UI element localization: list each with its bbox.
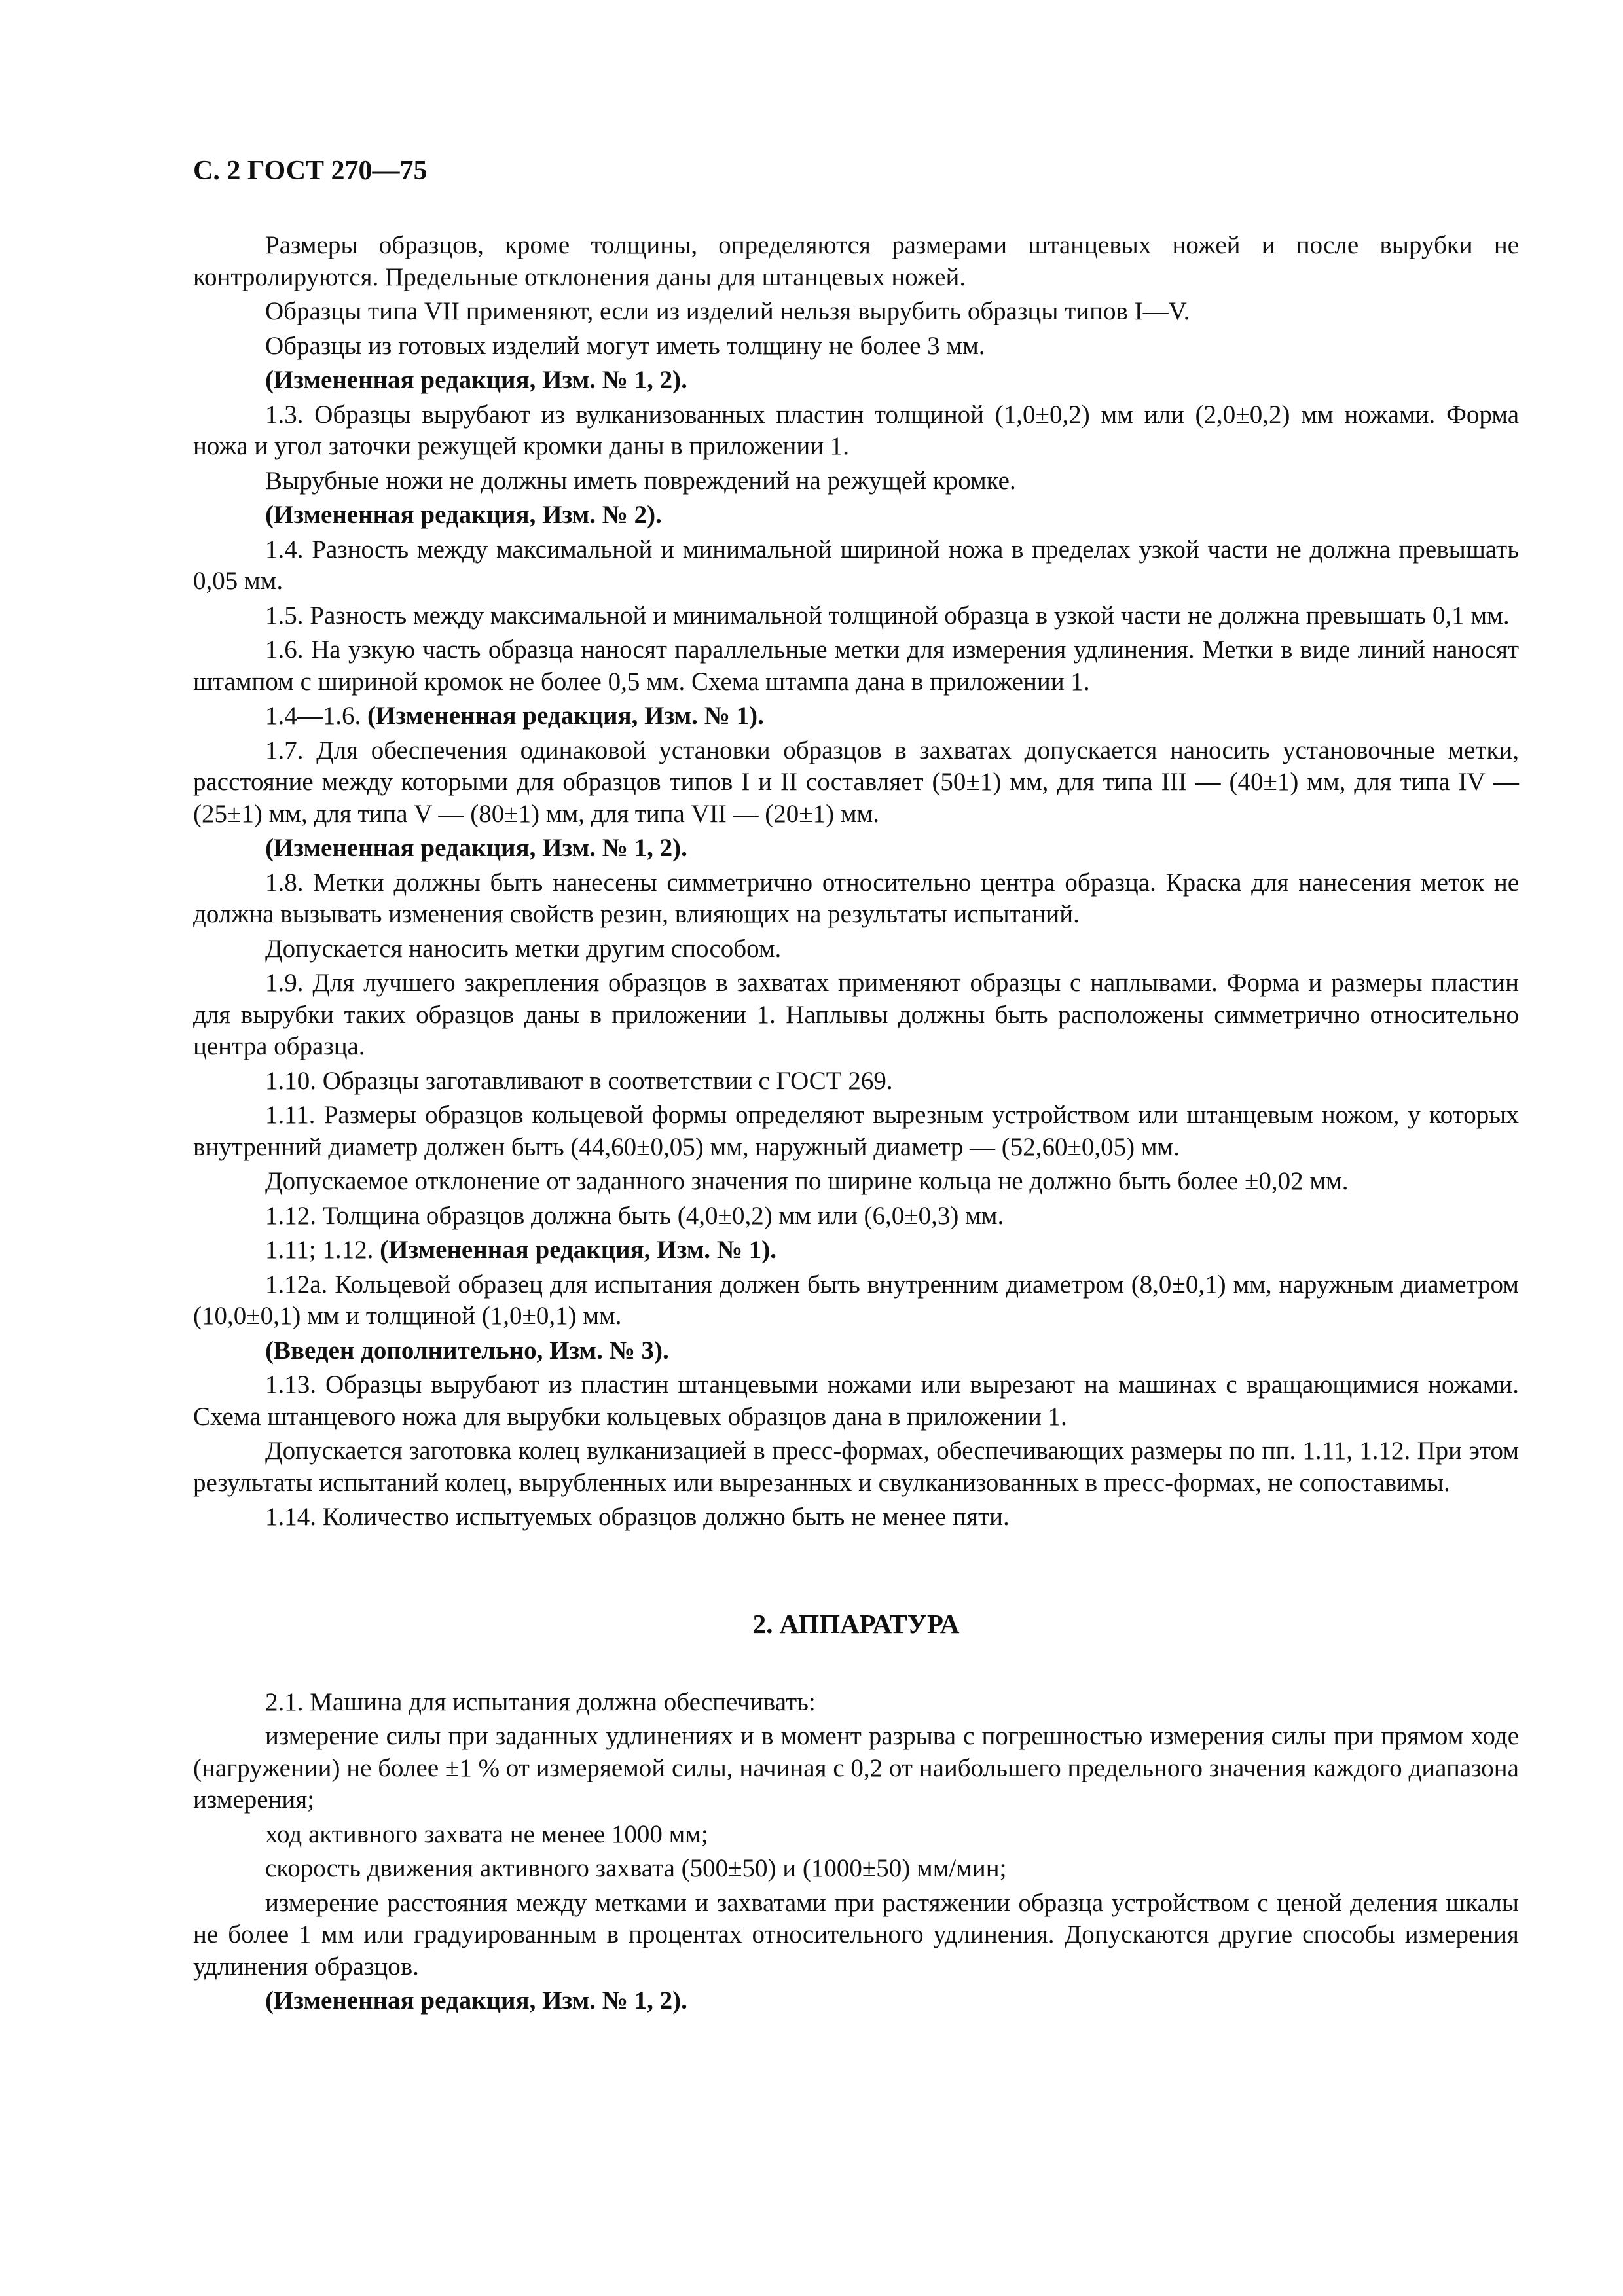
paragraph: 1.10. Образцы заготавливают в соответствии с ГОСТ 269. [265, 1066, 893, 1095]
amendment-note: 1.11; 1.12. (Измененная редакция, Изм. № 1). [265, 1236, 776, 1264]
amendment-note: (Измененная редакция, Изм. № 1, 2). [265, 1986, 687, 2015]
amendment-note: (Введен дополнительно, Изм. № 3). [265, 1336, 669, 1365]
paragraph: 1.14. Количество испытуемых образцов должно быть не менее пяти. [265, 1503, 1010, 1531]
paragraph: 1.12а. Кольцевой образец для испытания должен быть внутренним диаметром (8,0±0,1) мм, наружным диаметром (10,0±0,1) мм и толщиной (1,0±0,1) мм. [193, 1270, 1519, 1330]
paragraph: Вырубные ножи не должны иметь повреждений на режущей кромке. [265, 466, 1016, 495]
amendment-note: 1.4—1.6. (Измененная редакция, Изм. № 1). [265, 702, 764, 730]
paragraph: Образцы из готовых изделий могут иметь толщину не более 3 мм. [265, 331, 985, 360]
paragraph: Образцы типа VII применяют, если из изделий нельзя вырубить образцы типов I—V. [265, 297, 1190, 325]
paragraph: 1.13. Образцы вырубают из пластин штанцевыми ножами или вырезают на машинах с вращающимися ножами. Схема штанцевого ножа для вырубки кольцевых образцов дана в приложении 1. [193, 1371, 1520, 1431]
paragraph: 2.1. Машина для испытания должна обеспечивать: [265, 1687, 816, 1716]
paragraph: 1.7. Для обеспечения одинаковой установки образцов в захватах допускается наносить установочные метки, расстояние между которыми для образцов типов I и II составляет (50±1) мм, для типа III — (40±1) мм, для типа IV — (25±1) мм, для типа V — (80±1) мм, для типа VII — (20±1) мм. [193, 736, 1519, 828]
paragraph: 1.6. На узкую часть образца наносят параллельные метки для измерения удлинения. Метки в виде линий наносят штампом с шириной кромок не более 0,5 мм. Схема штампа дана в приложении 1. [193, 636, 1520, 696]
paragraph: измерение расстояния между метками и захватами при растяжении образца устройством с ценой деления шкалы не более 1 мм или градуированным в процентах относительного удлинения. Допускаются другие способы измерения удлинения образцов. [193, 1888, 1519, 1981]
paragraph: измерение силы при заданных удлинениях и в момент разрыва с погрешностью измерения силы при прямом ходе (нагружении) не более ±1 % от измеряемой силы, начиная с 0,2 от наибольшего предельного значения каждого диапазона измерения; [193, 1722, 1519, 1814]
paragraph: Размеры образцов, кроме толщины, определяются размерами штанцевых ножей и после вырубки не контролируются. Предельные отклонения даны для штанцевых ножей. [193, 231, 1519, 291]
section-title: 2. АППАРАТУРА [752, 1608, 960, 1639]
paragraph: 1.11. Размеры образцов кольцевой формы определяют вырезным устройством или штанцевым ножом, у которых внутренний диаметр должен быть (44,60±0,05) мм, наружный диаметр — (52,60±0,05) мм. [193, 1101, 1519, 1161]
section-1-body [193, 230, 1519, 1534]
amendment-note: (Измененная редакция, Изм. № 1, 2). [265, 366, 687, 394]
page-header: С. 2 ГОСТ 270—75 [193, 156, 428, 186]
paragraph: 1.3. Образцы вырубают из вулканизованных пластин толщиной (1,0±0,2) мм или (2,0±0,2) мм ножами. Форма ножа и угол заточки режущей кромки даны в приложении 1. [193, 400, 1520, 460]
paragraph: Допускается наносить метки другим способом. [265, 934, 782, 963]
document-page [193, 152, 1519, 2020]
paragraph: ход активного захвата не менее 1000 мм; [265, 1820, 708, 1848]
paragraph: скорость движения активного захвата (500±50) и (1000±50) мм/мин; [265, 1854, 1007, 1882]
paragraph: 1.5. Разность между максимальной и минимальной толщиной образца в узкой части не должна превышать 0,1 мм. [265, 601, 1510, 630]
amendment-note: (Измененная редакция, Изм. № 2). [265, 501, 662, 529]
section-2-body [193, 1687, 1519, 2017]
paragraph: Допускаемое отклонение от заданного значения по ширине кольца не должно быть более ±0,02 мм. [265, 1167, 1349, 1195]
paragraph: 1.12. Толщина образцов должна быть (4,0±0,2) мм или (6,0±0,3) мм. [265, 1201, 1004, 1230]
paragraph: 1.9. Для лучшего закрепления образцов в захватах применяют образцы с наплывами. Форма и размеры пластин для вырубки таких образцов даны в приложении 1. Наплывы должны быть расположены симметрично относительно центра образца. [193, 969, 1520, 1060]
paragraph: 1.8. Метки должны быть нанесены симметрично относительно центра образца. Краска для нанесения меток не должна вызывать изменения свойств резин, влияющих на результаты испытаний. [193, 868, 1520, 928]
paragraph: Допускается заготовка колец вулканизацией в пресс-формах, обеспечивающих размеры по пп. 1.11, 1.12. При этом результаты испытаний колец, вырубленных или вырезанных и свулканизованных в пресс-формах, не сопоставимы. [193, 1437, 1519, 1497]
amendment-note: (Измененная редакция, Изм. № 1, 2). [265, 834, 687, 862]
paragraph: 1.4. Разность между максимальной и минимальной шириной ножа в пределах узкой части не должна превышать 0,05 мм. [193, 535, 1520, 595]
